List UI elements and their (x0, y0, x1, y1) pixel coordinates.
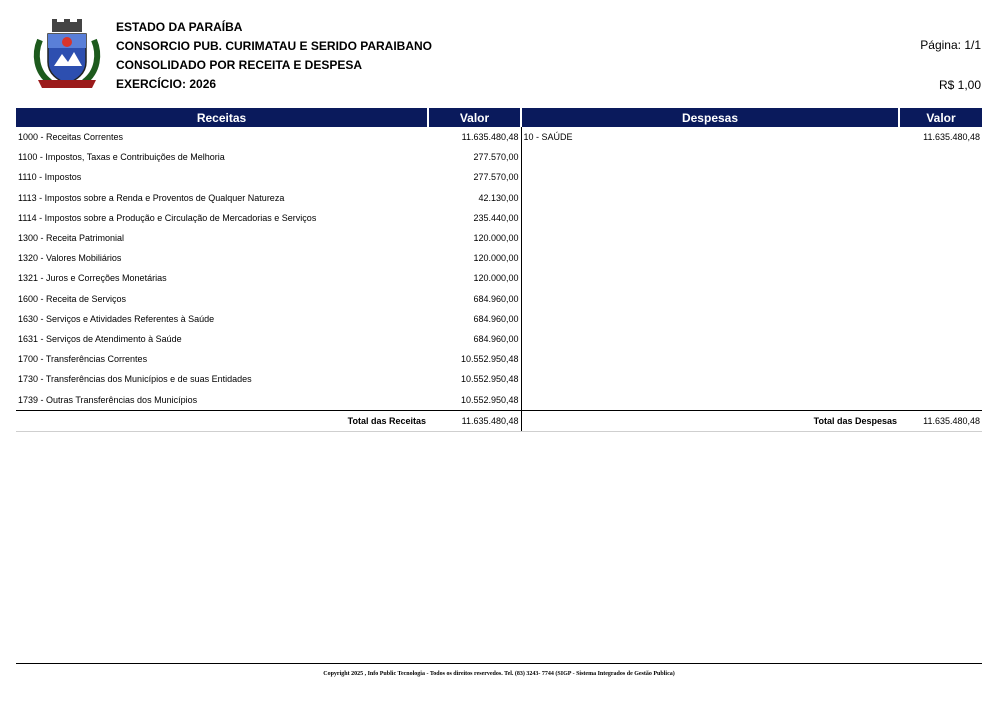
table-row (16, 208, 982, 228)
receita-value-cell: 277.570,00 (428, 147, 521, 167)
report-title: CONSOLIDADO POR RECEITA E DESPESA (116, 58, 363, 72)
receita-value-cell: 120.000,00 (428, 228, 521, 248)
total-despesas-value: 11.635.480,48 (899, 410, 982, 431)
state-name: ESTADO DA PARAÍBA (116, 20, 243, 34)
total-despesas-label: Total das Despesas (521, 410, 899, 431)
total-receitas-value: 11.635.480,48 (428, 410, 521, 431)
receita-cell: 1114 - Impostos sobre a Produção e Circulação de Mercadorias e Serviços (18, 212, 317, 223)
receita-cell: 1113 - Impostos sobre a Renda e Proventos de Qualquer Natureza (18, 192, 285, 203)
receita-value-cell: 684.960,00 (428, 289, 521, 309)
report-header (116, 18, 432, 94)
receita-cell: 1700 - Transferências Correntes (18, 354, 148, 365)
despesa-cell (521, 329, 899, 349)
receita-cell: 1730 - Transferências dos Municípios e de suas Entidades (18, 374, 252, 385)
receita-value-cell: 10.552.950,48 (428, 389, 521, 410)
despesa-cell (521, 248, 899, 268)
despesa-cell (521, 188, 899, 208)
receita-value-cell: 120.000,00 (428, 268, 521, 288)
despesa-cell (521, 369, 899, 389)
receita-value-cell: 277.570,00 (428, 167, 521, 187)
fiscal-year: EXERCÍCIO: 2026 (116, 77, 217, 91)
receita-cell: 1631 - Serviços de Atendimento à Saúde (18, 333, 182, 344)
table-row (16, 147, 982, 167)
col-header-despesas: Despesas (521, 108, 899, 127)
col-header-valor-receitas: Valor (428, 108, 521, 127)
table-header-row (16, 108, 982, 127)
receita-cell: 1320 - Valores Mobiliários (18, 253, 122, 264)
receita-cell: 1600 - Receita de Serviços (18, 293, 127, 304)
despesa-cell (521, 268, 899, 288)
receita-value-cell: 11.635.480,48 (428, 127, 521, 147)
despesa-value-cell (899, 167, 982, 187)
despesa-cell (521, 349, 899, 369)
table-row (16, 309, 982, 329)
despesa-cell (521, 167, 899, 187)
col-header-receitas: Receitas (16, 108, 428, 127)
page-number: Página: 1/1 (920, 38, 981, 52)
footer-divider (16, 663, 982, 664)
consolidated-table (16, 108, 982, 432)
despesa-value-cell (899, 389, 982, 410)
despesa-value-cell (899, 369, 982, 389)
receita-value-cell: 42.130,00 (428, 188, 521, 208)
receita-value-cell: 684.960,00 (428, 309, 521, 329)
despesa-value-cell (899, 349, 982, 369)
despesa-value-cell (899, 248, 982, 268)
table-row (16, 248, 982, 268)
despesa-cell (521, 389, 899, 410)
receita-value-cell: 684.960,00 (428, 329, 521, 349)
receita-value-cell: 10.552.950,48 (428, 349, 521, 369)
despesa-cell (521, 147, 899, 167)
despesa-value-cell (899, 268, 982, 288)
despesa-cell (521, 309, 899, 329)
despesa-cell (521, 228, 899, 248)
despesa-value-cell: 11.635.480,48 (923, 132, 980, 143)
table-row (16, 167, 982, 187)
table-row (16, 289, 982, 309)
table-row (16, 349, 982, 369)
entity-name: CONSORCIO PUB. CURIMATAU E SERIDO PARAIBANO (116, 39, 433, 53)
totals-row (16, 410, 982, 431)
despesa-value-cell (899, 329, 982, 349)
currency-unit: R$ 1,00 (938, 78, 981, 92)
col-header-valor-despesas: Valor (899, 108, 982, 127)
receita-value-cell: 10.552.950,48 (428, 369, 521, 389)
receita-cell: 1110 - Impostos (18, 172, 82, 183)
receita-value-cell: 120.000,00 (428, 248, 521, 268)
despesa-value-cell (899, 208, 982, 228)
table-row (16, 329, 982, 349)
table-row (16, 188, 982, 208)
table-row (16, 127, 982, 147)
receita-cell: 1300 - Receita Patrimonial (18, 233, 125, 244)
despesa-value-cell (899, 147, 982, 167)
receita-cell: 1100 - Impostos, Taxas e Contribuições de Melhoria (18, 152, 225, 163)
table-row (16, 389, 982, 410)
despesa-value-cell (899, 309, 982, 329)
table-row (16, 268, 982, 288)
despesa-value-cell (899, 289, 982, 309)
receita-cell: 1630 - Serviços e Atividades Referentes à Saúde (18, 313, 215, 324)
total-receitas-label: Total das Receitas (16, 410, 428, 431)
municipal-coat-of-arms (32, 18, 102, 90)
table-row (16, 228, 982, 248)
copyright-footer: Copyright 2025 , Info Public Tecnologia - Todos os direitos reservedos. Tel. (83) 3243- 7744 (SIGP - Sistema Integrados de Gestão Publica) (323, 671, 675, 677)
consolidated-table-wrapper (16, 108, 982, 432)
despesa-value-cell (899, 188, 982, 208)
despesa-cell (521, 289, 899, 309)
receita-cell: 1321 - Juros e Correções Monetárias (18, 273, 167, 284)
table-row (16, 369, 982, 389)
despesa-value-cell (899, 228, 982, 248)
receita-cell: 1000 - Receitas Correntes (18, 132, 124, 143)
despesa-cell: 10 - SAÚDE (523, 132, 573, 143)
receita-value-cell: 235.440,00 (428, 208, 521, 228)
despesa-cell (521, 208, 899, 228)
receita-cell: 1739 - Outras Transferências dos Municípios (18, 394, 198, 405)
